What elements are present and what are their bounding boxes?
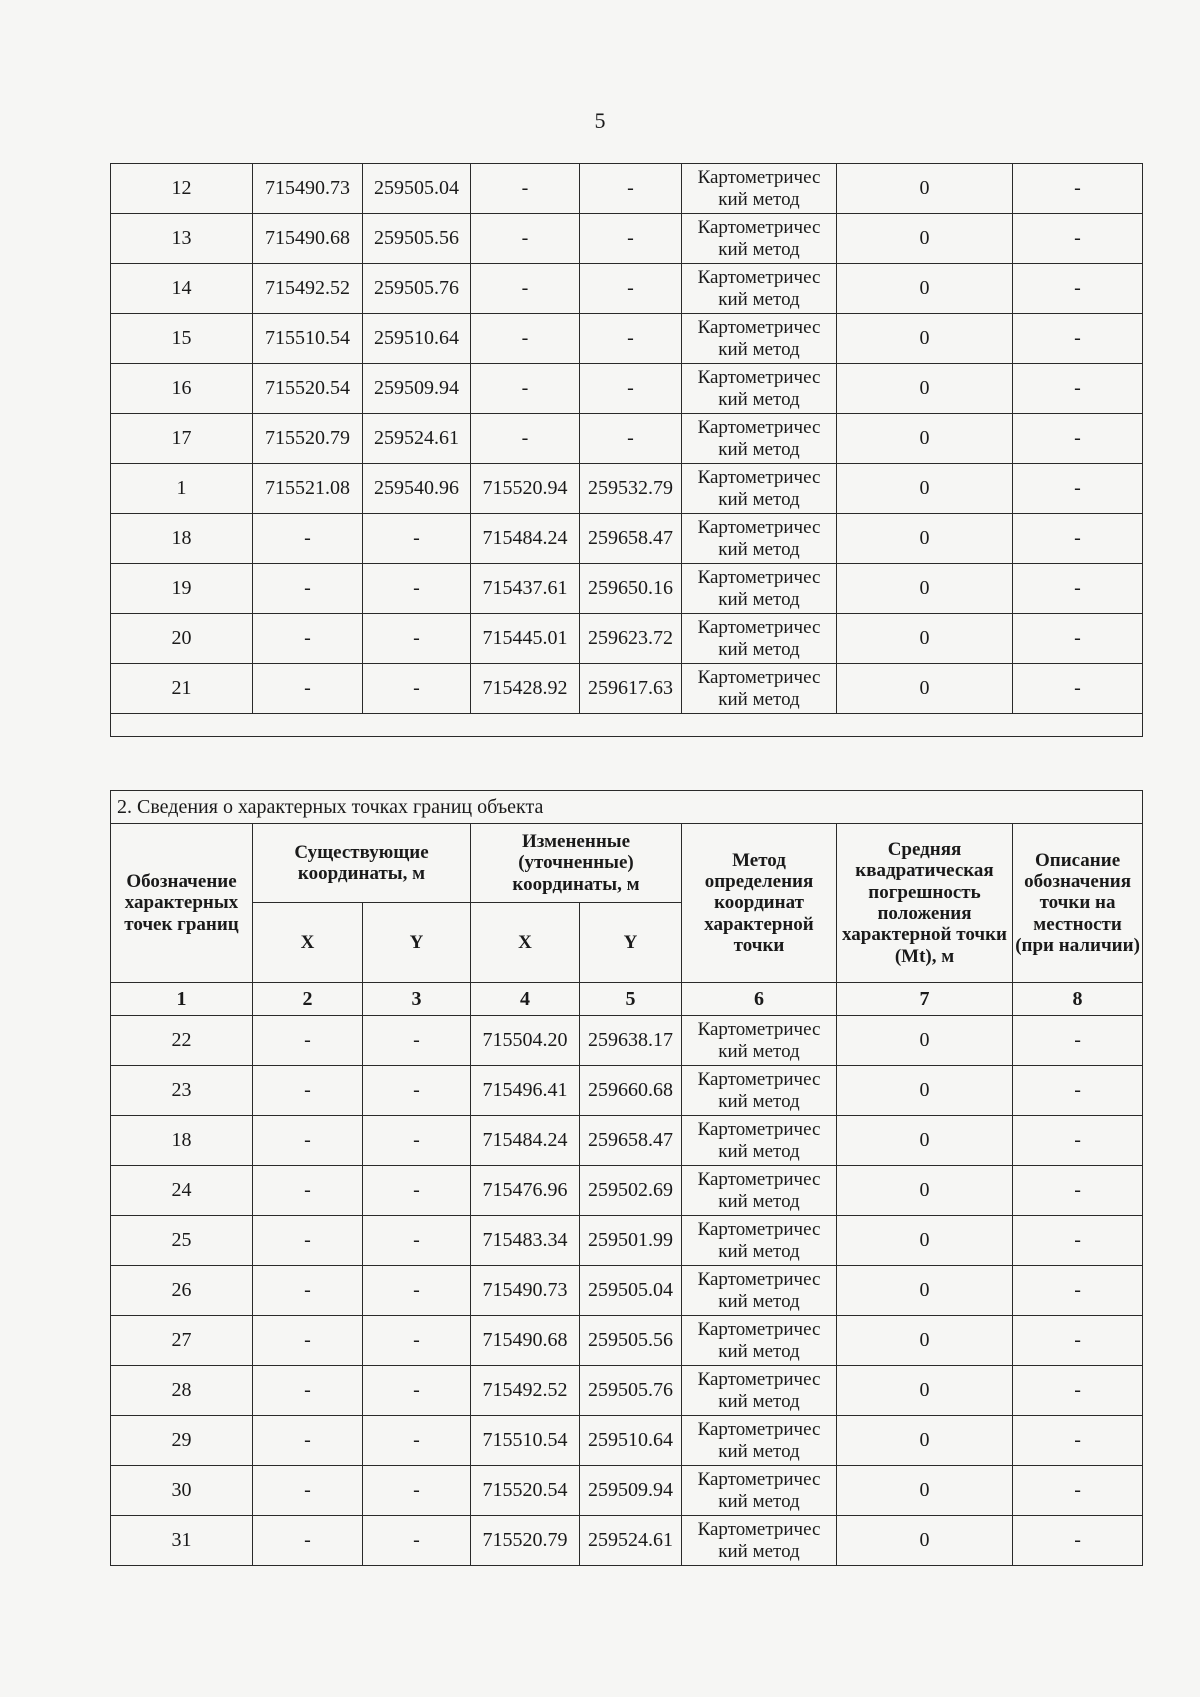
column-number: 6 [682,983,837,1016]
table-row [111,1266,1143,1316]
error-cell: 0 [837,464,1013,514]
boundary-points-table [110,790,1143,1566]
table-row [111,314,1143,364]
description-cell: - [1013,314,1143,364]
changed-x-cell: - [471,364,580,414]
changed-x-cell: 715483.34 [471,1216,580,1266]
changed-y-cell: - [580,164,682,214]
existing-x-cell: - [253,1466,363,1516]
error-cell: 0 [837,564,1013,614]
changed-x-cell: 715520.79 [471,1516,580,1566]
changed-y-cell: 259502.69 [580,1166,682,1216]
header-existing-y: Y [363,903,471,983]
table-row [111,1166,1143,1216]
existing-x-cell: - [253,664,363,714]
existing-y-cell: 259509.94 [363,364,471,414]
existing-x-cell: 715521.08 [253,464,363,514]
description-cell: - [1013,164,1143,214]
existing-x-cell: - [253,1266,363,1316]
error-cell: 0 [837,1416,1013,1466]
changed-x-cell: 715428.92 [471,664,580,714]
error-cell: 0 [837,664,1013,714]
table-row [111,1316,1143,1366]
changed-y-cell: - [580,314,682,364]
point-number-cell: 21 [111,664,253,714]
point-number-cell: 27 [111,1316,253,1366]
method-cell: Картометричес кий метод [682,164,837,214]
error-cell: 0 [837,1216,1013,1266]
column-number: 1 [111,983,253,1016]
table-row [111,364,1143,414]
point-number-cell: 20 [111,614,253,664]
changed-x-cell: 715504.20 [471,1016,580,1066]
column-numbers-row [111,983,1143,1016]
changed-y-cell: 259505.04 [580,1266,682,1316]
description-cell: - [1013,414,1143,464]
table-row [111,514,1143,564]
changed-y-cell: 259510.64 [580,1416,682,1466]
point-number-cell: 22 [111,1016,253,1066]
section-title: 2. Сведения о характерных точках границ объекта [111,791,1143,824]
table-row [111,264,1143,314]
description-cell: - [1013,1016,1143,1066]
description-cell: - [1013,614,1143,664]
header-changed-x: X [471,903,580,983]
table-row [111,1216,1143,1266]
error-cell: 0 [837,1066,1013,1116]
method-cell: Картометричес кий метод [682,1116,837,1166]
method-cell: Картометричес кий метод [682,1466,837,1516]
changed-y-cell: 259509.94 [580,1466,682,1516]
table-row [111,1016,1143,1066]
table-row [111,1116,1143,1166]
table-row [111,564,1143,614]
point-number-cell: 30 [111,1466,253,1516]
changed-y-cell: - [580,264,682,314]
header-error: Средняя квадратическая погрешность положения характерной точки (Mt), м [837,824,1013,983]
point-number-cell: 29 [111,1416,253,1466]
method-cell: Картометричес кий метод [682,1266,837,1316]
changed-x-cell: 715520.54 [471,1466,580,1516]
changed-x-cell: 715476.96 [471,1166,580,1216]
method-cell: Картометричес кий метод [682,464,837,514]
existing-x-cell: - [253,1416,363,1466]
existing-x-cell: - [253,1116,363,1166]
error-cell: 0 [837,1316,1013,1366]
error-cell: 0 [837,364,1013,414]
column-number: 4 [471,983,580,1016]
existing-x-cell: - [253,614,363,664]
point-number-cell: 28 [111,1366,253,1416]
changed-x-cell: 715496.41 [471,1066,580,1116]
description-cell: - [1013,464,1143,514]
point-number-cell: 18 [111,514,253,564]
method-cell: Картометричес кий метод [682,314,837,364]
point-number-cell: 13 [111,214,253,264]
method-cell: Картометричес кий метод [682,1316,837,1366]
description-cell: - [1013,364,1143,414]
changed-x-cell: 715490.73 [471,1266,580,1316]
existing-y-cell: - [363,1516,471,1566]
changed-x-cell: - [471,164,580,214]
column-number: 3 [363,983,471,1016]
changed-y-cell: 259650.16 [580,564,682,614]
error-cell: 0 [837,1116,1013,1166]
table-1-empty-row [111,714,1143,737]
existing-x-cell: - [253,1166,363,1216]
description-cell: - [1013,1466,1143,1516]
method-cell: Картометричес кий метод [682,1416,837,1466]
header-designation: Обозначение характерных точек границ [111,824,253,983]
error-cell: 0 [837,214,1013,264]
error-cell: 0 [837,514,1013,564]
description-cell: - [1013,1216,1143,1266]
error-cell: 0 [837,1166,1013,1216]
method-cell: Картометричес кий метод [682,364,837,414]
existing-y-cell: - [363,1466,471,1516]
existing-y-cell: - [363,1066,471,1116]
existing-y-cell: - [363,614,471,664]
changed-y-cell: - [580,414,682,464]
table-2-body [111,1016,1143,1566]
table-row [111,1516,1143,1566]
header-existing-coordinates: Существующие координаты, м [253,824,471,903]
point-number-cell: 26 [111,1266,253,1316]
column-number: 7 [837,983,1013,1016]
error-cell: 0 [837,414,1013,464]
description-cell: - [1013,564,1143,614]
header-changed-y: Y [580,903,682,983]
method-cell: Картометричес кий метод [682,414,837,464]
existing-x-cell: 715492.52 [253,264,363,314]
changed-x-cell: - [471,314,580,364]
description-cell: - [1013,1416,1143,1466]
method-cell: Картометричес кий метод [682,1016,837,1066]
method-cell: Картометричес кий метод [682,564,837,614]
error-cell: 0 [837,614,1013,664]
error-cell: 0 [837,1016,1013,1066]
method-cell: Картометричес кий метод [682,264,837,314]
method-cell: Картометричес кий метод [682,214,837,264]
method-cell: Картометричес кий метод [682,1066,837,1116]
method-cell: Картометричес кий метод [682,1166,837,1216]
existing-x-cell: - [253,514,363,564]
method-cell: Картометричес кий метод [682,664,837,714]
error-cell: 0 [837,1466,1013,1516]
existing-x-cell: 715510.54 [253,314,363,364]
existing-x-cell: - [253,564,363,614]
existing-x-cell: - [253,1316,363,1366]
description-cell: - [1013,214,1143,264]
changed-x-cell: - [471,414,580,464]
method-cell: Картометричес кий метод [682,614,837,664]
table-row [111,214,1143,264]
changed-x-cell: 715492.52 [471,1366,580,1416]
changed-x-cell: 715484.24 [471,1116,580,1166]
description-cell: - [1013,664,1143,714]
description-cell: - [1013,1116,1143,1166]
changed-y-cell: 259658.47 [580,1116,682,1166]
section-title-row [111,791,1143,824]
header-row [111,824,1143,903]
header-changed-coordinates: Измененные (уточненные) координаты, м [471,824,682,903]
changed-x-cell: - [471,264,580,314]
point-number-cell: 25 [111,1216,253,1266]
changed-y-cell: 259505.76 [580,1366,682,1416]
changed-x-cell: 715490.68 [471,1316,580,1366]
error-cell: 0 [837,1366,1013,1416]
existing-y-cell: 259505.76 [363,264,471,314]
point-number-cell: 17 [111,414,253,464]
method-cell: Картометричес кий метод [682,1366,837,1416]
column-number: 5 [580,983,682,1016]
existing-y-cell: 259540.96 [363,464,471,514]
boundary-points-table-continued [110,163,1143,737]
description-cell: - [1013,264,1143,314]
changed-x-cell: 715437.61 [471,564,580,614]
existing-x-cell: - [253,1366,363,1416]
page-number: 5 [594,108,606,133]
table-1-body [111,164,1143,714]
changed-x-cell: 715520.94 [471,464,580,514]
point-number-cell: 24 [111,1166,253,1216]
changed-x-cell: - [471,214,580,264]
table-row [111,664,1143,714]
existing-x-cell: 715490.68 [253,214,363,264]
existing-x-cell: 715490.73 [253,164,363,214]
existing-x-cell: - [253,1016,363,1066]
changed-y-cell: 259658.47 [580,514,682,564]
changed-y-cell: 259501.99 [580,1216,682,1266]
existing-x-cell: 715520.79 [253,414,363,464]
error-cell: 0 [837,314,1013,364]
changed-y-cell: - [580,364,682,414]
existing-y-cell: - [363,1166,471,1216]
changed-y-cell: 259617.63 [580,664,682,714]
existing-y-cell: - [363,564,471,614]
existing-y-cell: - [363,514,471,564]
table-row [111,1366,1143,1416]
changed-y-cell: 259660.68 [580,1066,682,1116]
table-row [111,1066,1143,1116]
table-row [111,414,1143,464]
header-method: Метод определения координат характерной точки [682,824,837,983]
column-number: 2 [253,983,363,1016]
error-cell: 0 [837,1516,1013,1566]
column-number: 8 [1013,983,1143,1016]
point-number-cell: 15 [111,314,253,364]
description-cell: - [1013,1366,1143,1416]
table-row [111,164,1143,214]
existing-y-cell: - [363,1016,471,1066]
existing-y-cell: - [363,1366,471,1416]
header-description: Описание обозначения точки на местности (при наличии) [1013,824,1143,983]
existing-y-cell: 259524.61 [363,414,471,464]
table-row [111,1416,1143,1466]
method-cell: Картометричес кий метод [682,1516,837,1566]
existing-x-cell: - [253,1516,363,1566]
changed-x-cell: 715510.54 [471,1416,580,1466]
error-cell: 0 [837,164,1013,214]
method-cell: Картометричес кий метод [682,514,837,564]
point-number-cell: 31 [111,1516,253,1566]
header-existing-x: X [253,903,363,983]
changed-y-cell: - [580,214,682,264]
point-number-cell: 12 [111,164,253,214]
point-number-cell: 1 [111,464,253,514]
existing-y-cell: - [363,664,471,714]
existing-x-cell: - [253,1066,363,1116]
error-cell: 0 [837,1266,1013,1316]
changed-x-cell: 715445.01 [471,614,580,664]
existing-y-cell: 259505.56 [363,214,471,264]
changed-y-cell: 259524.61 [580,1516,682,1566]
changed-y-cell: 259623.72 [580,614,682,664]
changed-y-cell: 259505.56 [580,1316,682,1366]
point-number-cell: 19 [111,564,253,614]
existing-y-cell: - [363,1116,471,1166]
existing-y-cell: 259510.64 [363,314,471,364]
table-row [111,464,1143,514]
table-row [111,1466,1143,1516]
existing-y-cell: - [363,1416,471,1466]
description-cell: - [1013,1066,1143,1116]
point-number-cell: 23 [111,1066,253,1116]
existing-y-cell: 259505.04 [363,164,471,214]
description-cell: - [1013,514,1143,564]
point-number-cell: 16 [111,364,253,414]
existing-x-cell: - [253,1216,363,1266]
changed-y-cell: 259638.17 [580,1016,682,1066]
method-cell: Картометричес кий метод [682,1216,837,1266]
existing-x-cell: 715520.54 [253,364,363,414]
error-cell: 0 [837,264,1013,314]
point-number-cell: 18 [111,1116,253,1166]
existing-y-cell: - [363,1216,471,1266]
existing-y-cell: - [363,1266,471,1316]
table-row [111,614,1143,664]
point-number-cell: 14 [111,264,253,314]
changed-x-cell: 715484.24 [471,514,580,564]
existing-y-cell: - [363,1316,471,1366]
description-cell: - [1013,1166,1143,1216]
description-cell: - [1013,1266,1143,1316]
changed-y-cell: 259532.79 [580,464,682,514]
description-cell: - [1013,1316,1143,1366]
description-cell: - [1013,1516,1143,1566]
empty-cell [111,714,1143,737]
